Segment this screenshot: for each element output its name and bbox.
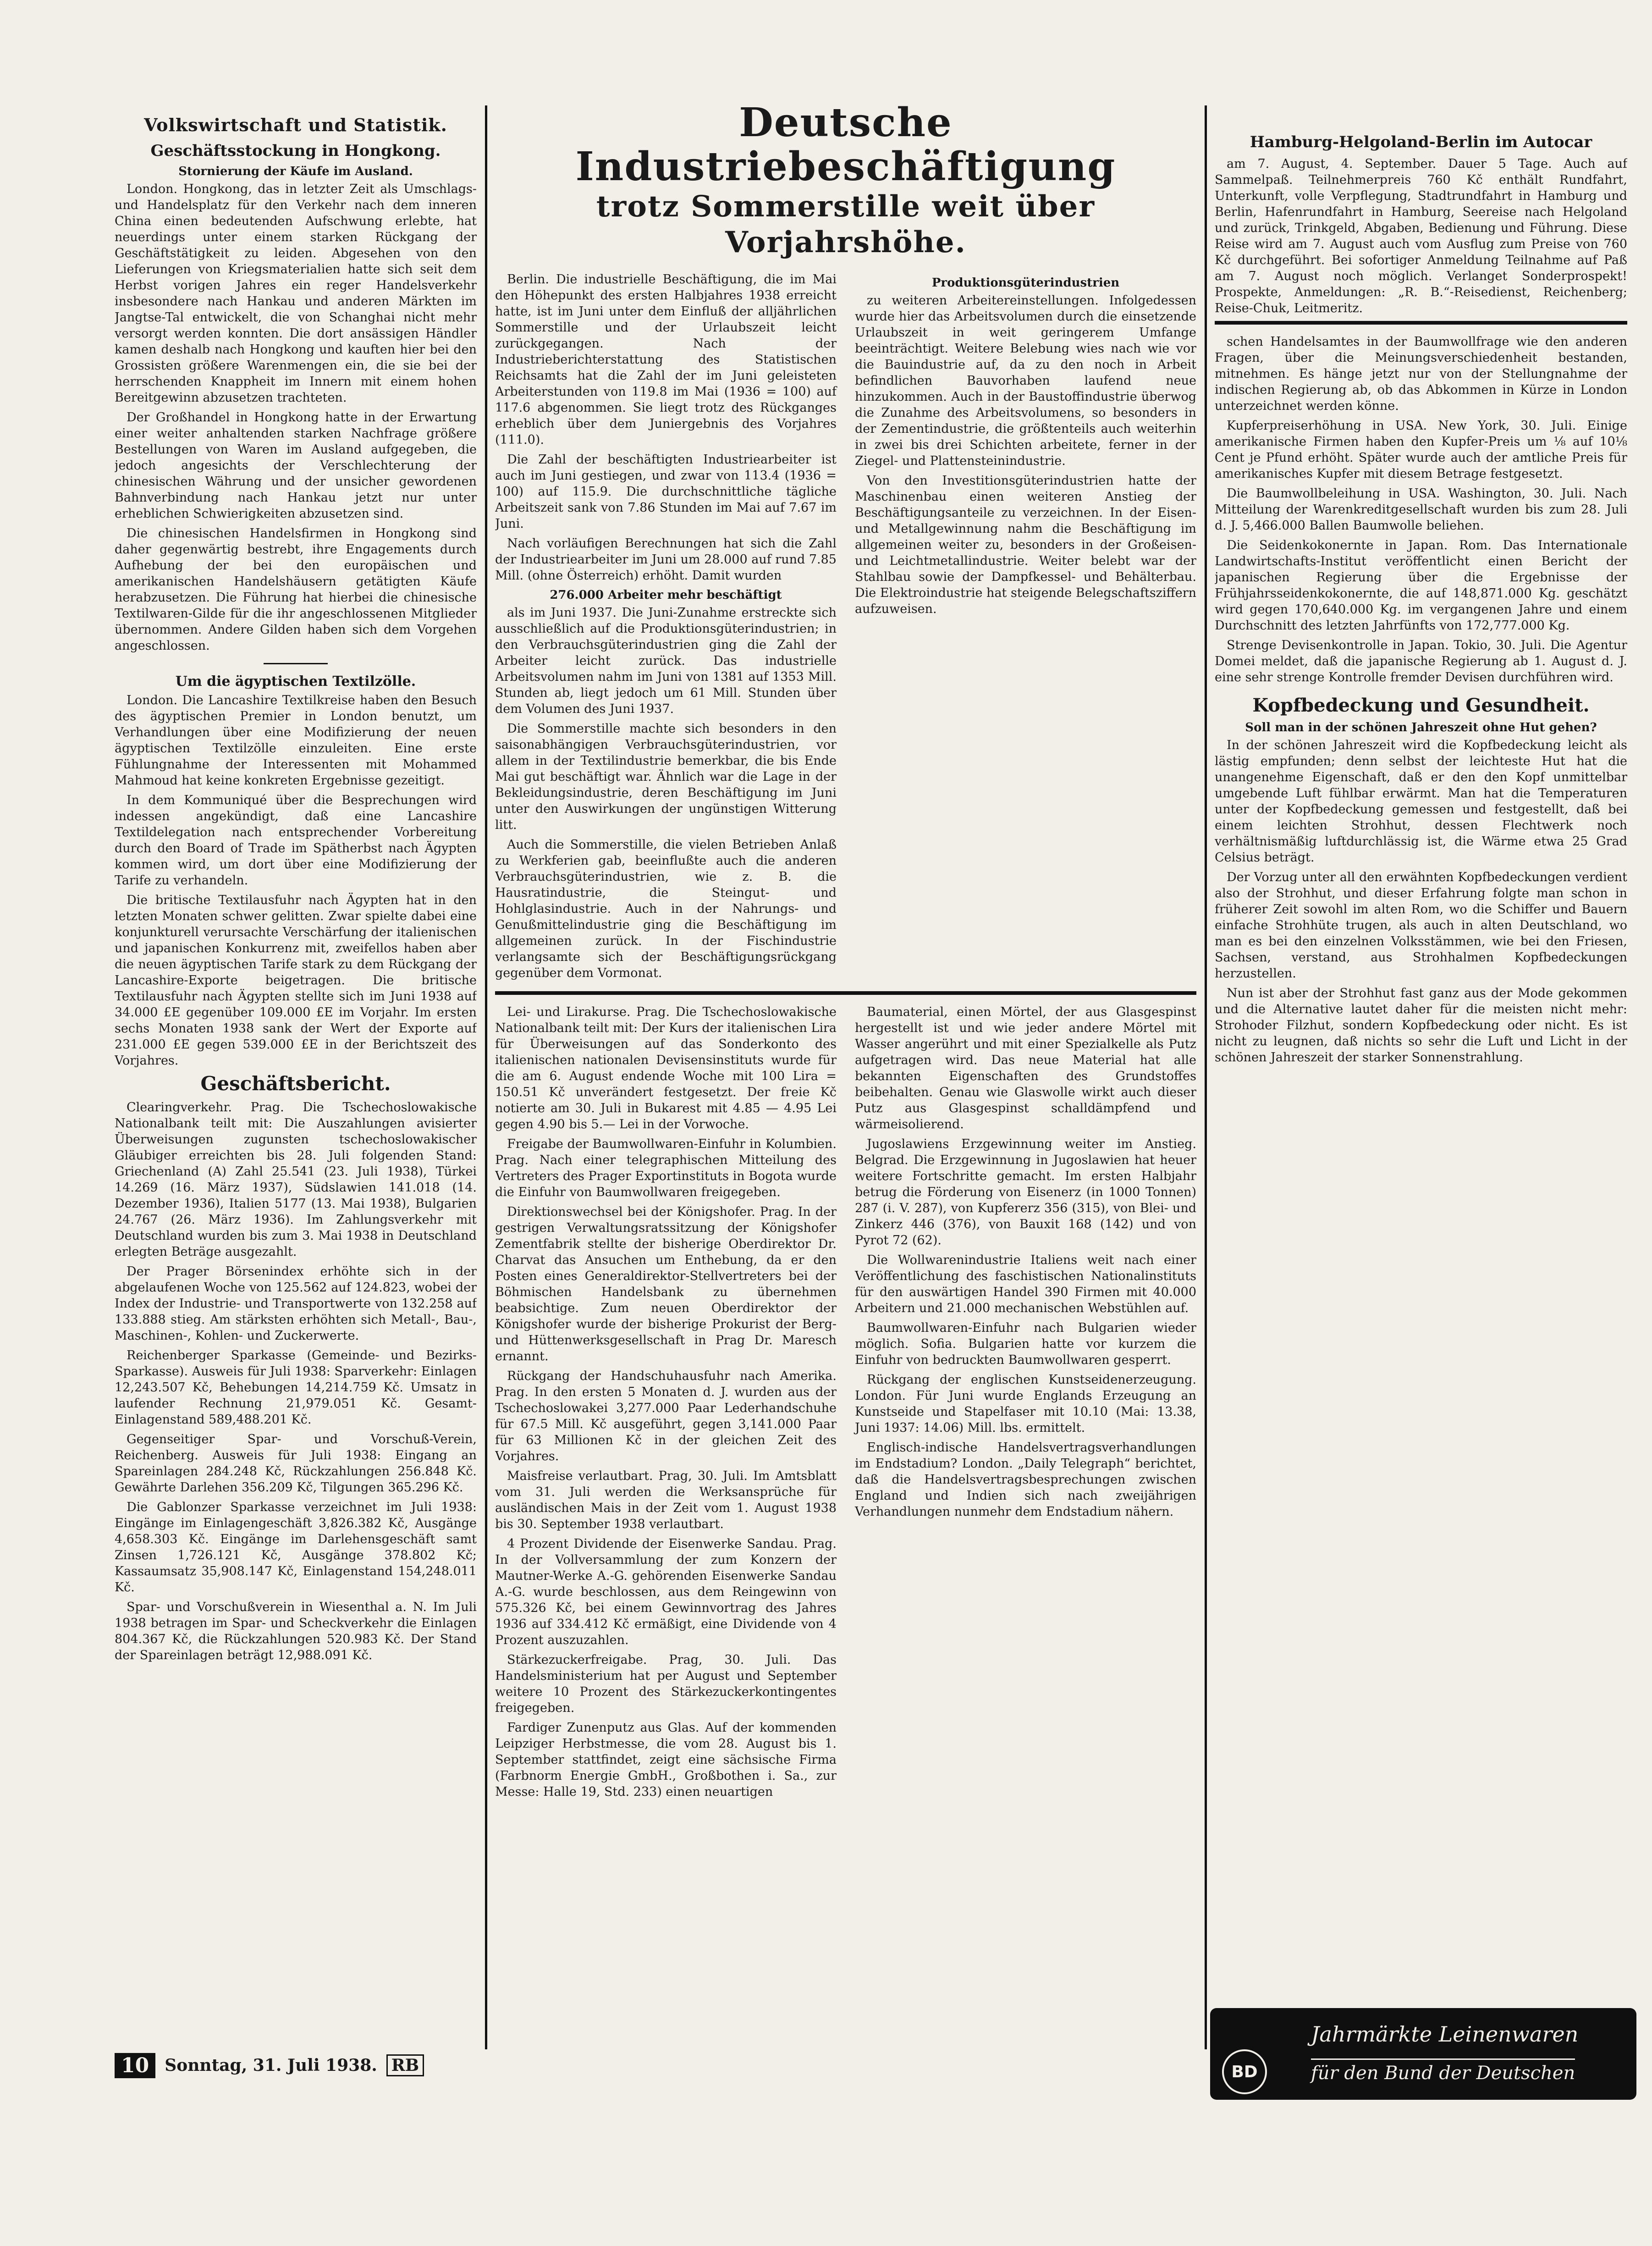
paragraph: Der Prager Börsenindex erhöhte sich in der abgelaufenen Woche von 125.562 auf 124.823, wobei der Index der Industrie- und Transportwerte von 132.258 auf 133.888 stieg. Am stärksten erhöhten sich Metall-, Bau-, Maschinen-, Kohlen- und Zuckerwerte. (115, 1264, 477, 1343)
divider (264, 663, 328, 664)
page-footer (115, 2049, 477, 2081)
travel-ad-title: Hamburg-Helgoland-Berlin im Autocar (1250, 133, 1592, 151)
paragraph: Der Vorzug unter all den erwähnten Kopfbedeckungen verdient also der Strohhut, und dieser Erfahrung folgte man schon in früherer Zeit sowohl im alten Rom, wo die Schiffer und Bauern einfache Strohhüte trugen, als auch in alten Deutschland, wo man es bei den einzelnen Volksstämmen, wie bei den Friesen, Sachsen, verstand, aus Strohhalmen Kopfbedeckungen herzustellen. (1215, 870, 1627, 981)
paragraph: London. Die Lancashire Textilkreise haben den Besuch des ägyptischen Premier in London benutzt, um Verhandlungen über eine Modifizierung der neuen ägyptischen Textilzölle einzuleiten. Eine erste Fühlungnahme der Interessenten mit Mohammed Mahmoud hat keine konkreten Ergebnisse gezeitigt. (115, 693, 477, 788)
ad-tagline: für den Bund der Deutschen (1311, 2058, 1575, 2084)
column-rule (485, 105, 487, 2049)
subheading: 276.000 Arbeiter mehr beschäftigt (550, 588, 782, 602)
section-rule (495, 991, 1196, 995)
news-brief: Jugoslawiens Erzgewinnung weiter im Anstieg. Belgrad. Die Erzgewinnung in Jugoslawien hat heuer weitere Fortschritte gemacht. Im ersten Halbjahr betrug die Förderung von Eisenerz (in 1000 Tonnen) 287 (i. V. 287), von Kupfererz 356 (315), von Blei- und Zinkerz 446 (376), von Bauxit 168 (142) und von Pyrot 72 (62). (855, 1137, 1196, 1247)
ad-headline: Jahrmärkte Leinenwaren (1311, 2022, 1579, 2047)
lead-col-1 (495, 271, 837, 987)
section-title-economy: Volkswirtschaft und Statistik. (144, 115, 447, 135)
news-brief: Rückgang der englischen Kunstseidenerzeugung. London. Für Juni wurde Englands Erzeugung an Kunstseide und Stapelfaser mit 10.10 (Mai: 13.38, Juni 1937: 14.06) Mill. lbs. ermittelt. (855, 1373, 1196, 1435)
headline-line-1: Deutsche Industriebeschäftigung (575, 99, 1116, 190)
paragraph: London. Hongkong, das in letzter Zeit als Umschlags- und Handelsplatz für den Verkehr nach dem inneren China einen bedeutenden Aufschwung erlebte, hat neuerdings unter einem starken Rückgang der Geschäftstätigkeit zu leiden. Abgesehen von den Lieferungen von Kriegsmaterialien hatte sich seit dem Herbst vorigen Jahres ein reger Handelsverkehr insbesondere nach Hankau und anderen Märkten im Jangtse-Tal entwickelt, die von Schanghai nicht mehr versorgt werden konnten. Die dort ansässigen Händler kamen deshalb nach Hongkong und kauften hier bei den Grossisten größere Warenmengen ein, die sie bei der herrschenden Knappheit im Innern mit einem hohen Bereitgewinn abzusetzen trachteten. (115, 182, 477, 405)
news-brief: Lei- und Lirakurse. Prag. Die Tschechoslowakische Nationalbank teilt mit: Der Kurs der italienischen Lira für Überweisungen auf das Sonderkonto des italienischen nationalen Devisensinstituts wurde für die am 6. August endende Woche mit 100 Lira = 150.51 Kč unverändert festgesetzt. Der freie Kč notierte am 30. Juli in Bukarest mit 4.85 — 4.95 Lei gegen 4.90 bis 5.— Lei in der Vorwoche. (495, 1005, 837, 1131)
main-headline (495, 101, 1196, 260)
news-brief: Baumwollwaren-Einfuhr nach Bulgarien wieder möglich. Sofia. Bulgarien hatte vor kurzem die Einfuhr von bedruckten Baumwollwaren gesperrt. (855, 1321, 1196, 1367)
page-frame (115, 87, 1627, 2104)
news-brief: Direktionswechsel bei der Königshofer. Prag. In der gestrigen Verwaltungsratssitzung der Königshofer Zementfabrik stellte der bisherige Oberdirektor Dr. Charvat das Ansuchen um Enthebung, da er den Posten eines Generaldirektor-Stellvertreters bei der Böhmischen Handelsbank zu übernehmen beabsichtige. Zum neuen Oberdirektor der Königshofer wurde der bisherige Prokurist der Berg- und Hüttenwerksgesellschaft in Prag Dr. Maresch ernannt. (495, 1205, 837, 1363)
paragraph: Berlin. Die industrielle Beschäftigung, die im Mai den Höhepunkt des ersten Halbjahres 1938 erreicht hatte, ist im Juni unter dem Einfluß der alljährlichen Sommerstille und der Urlaubszeit leicht zurückgegangen. Nach der Industrieberichterstattung des Statistischen Reichsamts hat die Zahl der im Juni geleisteten Arbeiterstunden von 119.8 im Mai (1936 = 100) auf 117.6 abgenommen. Sie liegt trotz des Rückganges erheblich über dem Juniergebnis des Vorjahres (111.0). (495, 272, 837, 447)
paragraph: Die Zahl der beschäftigten Industriearbeiter ist auch im Juni gestiegen, und zwar von 113.4 (1936 = 100) auf 115.9. Die durchschnittliche tägliche Arbeitszeit sank von 7.86 Stunden im Mai auf 7.67 im Juni. (495, 453, 837, 531)
paragraph: Clearingverkehr. Prag. Die Tschechoslowakische Nationalbank teilt mit: Die Auszahlungen avisierter Überweisungen zugunsten tschechoslowakischer Gläubiger erreichten bis 28. Juli folgenden Stand: Griechenland (A) Zahl 25.541 (23. Juli 1938), Türkei 14.269 (16. März 1937), Südslawien 141.018 (14. Dezember 1936), Italien 5177 (13. Mai 1938), Bulgarien 24.767 (26. März 1936). Im Zahlungsverkehr mit Deutschland wurden bis zum 3. Mai 1938 in Deutschland erlegten Beträge ausgezahlt. (115, 1100, 477, 1259)
paragraph: als im Juni 1937. Die Juni-Zunahme erstreckte sich ausschließlich auf die Produktionsgüterindustrien; in den Verbrauchsgüterindustrien ging die Zahl der Arbeiter leicht zurück. Das industrielle Arbeitsvolumen nahm im Juni von 1381 auf 1353 Mill. Stunden ab, liegt jedoch um 61 Mill. Stunden über dem Volumen des Juni 1937. (495, 606, 837, 716)
article-subtitle-hongkong: Stornierung der Käufe im Ausland. (178, 165, 413, 178)
paragraph: Die Gablonzer Sparkasse verzeichnet im Juli 1938: Eingänge im Einlagengeschäft 3,826.382 Kč, Ausgänge 4,658.303 Kč. Eingänge im Darlehensgeschäft samt Zinsen 1,726.121 Kč, Ausgänge 378.802 Kč; Kassaumsatz 35,908.147 Kč, Einlagenstand 154,248.011 Kč. (115, 1500, 477, 1595)
paragraph: Nach vorläufigen Berechnungen hat sich die Zahl der Industriearbeiter im Juni um 28.000 auf rund 7.85 Mill. (ohne Österreich) erhöht. Damit wurden (495, 536, 837, 583)
article-title-headwear: Kopfbedeckung und Gesundheit. (1252, 695, 1590, 716)
ad-badge-icon: BD (1222, 2049, 1267, 2094)
news-brief: Stärkezuckerfreigabe. Prag, 30. Juli. Das Handelsministerium hat per August und September weitere 10 Prozent des Stärkezuckerkontingentes freigegeben. (495, 1653, 837, 1715)
news-brief: Maisfreise verlautbart. Prag, 30. Juli. Im Amtsblatt vom 31. Juli werden die Werksansprüche für ausländischen Mais in der Zeit vom 1. August 1938 bis 30. September 1938 verlautbart. (495, 1469, 837, 1531)
news-brief: Fardiger Zunenputz aus Glas. Auf der kommenden Leipziger Herbstmesse, die vom 28. August bis 1. September stattfindet, zeigt eine sächsische Firma (Farbnorm Energie GmbH., Großbothen i. Sa., zur Messe: Halle 19, Std. 233) einen neuartigen (495, 1721, 837, 1799)
news-brief: 4 Prozent Dividende der Eisenwerke Sandau. Prag. In der Vollversammlung der zum Konzern der Mautner-Werke A.-G. gehörenden Eisenwerke Sandau A.-G. wurde beschlossen, aus dem Reingewinn von 575.326 Kč, bei einem Gewinnvortrag des Jahres 1936 auf 334.412 Kč ermäßigt, eine Dividende von 4 Prozent auszuzahlen. (495, 1537, 837, 1647)
page-number: 10 (115, 2053, 155, 2078)
publisher-logo: RB (386, 2054, 424, 2076)
subheading: Produktionsgüterindustrien (931, 276, 1120, 290)
article-subtitle-headwear: Soll man in der schönen Jahreszeit ohne Hut gehen? (1245, 721, 1597, 734)
paragraph: Die Sommerstille machte sich besonders in den saisonabhängigen Verbrauchsgüterindustrien, vor allem in der Textilindustrie bemerkbar, die bis Ende Mai gut beschäftigt war. Ähnlich war die Lage in der Bekleidungsindustrie, deren Beschäftigung im Juni unter den Auswirkungen der ungünstigen Witterung litt. (495, 722, 837, 832)
paragraph: zu weiteren Arbeitereinstellungen. Infolgedessen wurde hier das Arbeitsvolumen durch die einsetzende Urlaubszeit in weit geringerem Umfange beeinträchtigt. Weitere Belebung wies nach wie vor die Bauindustrie auf, da zu den noch in Arbeit befindlichen Bauvorhaben laufend neue hinzukommen. Auch in der Baustoffindustrie überwog die Zunahme des Arbeitsvolumens, so besonders in der Zementindustrie, die größtenteils auch weiterhin in zwei bis drei Schichten arbeitete, ferner in der Ziegel- und Plattensteinindustrie. (855, 293, 1196, 468)
paragraph: Der Großhandel in Hongkong hatte in der Erwartung einer weiter anhaltenden starken Nachfrage größere Bestellungen von Waren im Ausland aufgegeben, die jedoch angesichts der Verschlechterung der chinesischen Währung und der unsicher gewordenen Bahnverbindung nach Hankau jetzt nur unter erheblichen Schwierigkeiten abzusetzen sind. (115, 410, 477, 521)
column-rule (1205, 105, 1207, 2049)
news-briefs (495, 1004, 1196, 2178)
briefs-col-1 (495, 1004, 837, 2178)
section-rule (1215, 321, 1627, 325)
paragraph: Die chinesischen Handelsfirmen in Hongkong sind daher gegenwärtig bestrebt, ihre Engagements durch Aufhebung der bei den europäischen und amerikanischen Handelshäusern getätigten Käufe herabzusetzen. Die Führung hat hierbei die chinesische Textilwaren-Gilde für die ihr angeschlossenen Mitglieder übernommen. Andere Gilden haben sich dem Vorgehen angeschlossen. (115, 526, 477, 653)
news-brief: Kupferpreiserhöhung in USA. New York, 30. Juli. Einige amerikanische Firmen haben den Kupfer-Preis um ⅛ auf 10⅛ Cent je Pfund erhöht. Später wurde auch der amtliche Preis für amerikanisches Kupfer mit diesem Betrage festgesetzt. (1215, 419, 1627, 481)
article-title-hongkong: Geschäftsstockung in Hongkong. (150, 142, 441, 160)
briefs-col-2 (855, 1004, 1196, 2178)
paragraph: Nun ist aber der Strohhut fast ganz aus der Mode gekommen und die Alternative lautet daher für die meisten nicht mehr: Strohoder Filzhut, sondern Kopfbedeckung oder nicht. Es ist nicht zu leugnen, daß nichts so sehr die Luft und Licht in der schönen Jahreszeit der starker Sonnenstrahlung. (1215, 986, 1627, 1065)
paragraph: In der schönen Jahreszeit wird die Kopfbedeckung leicht als lästig empfunden; denn selbst der leichteste Hut hat die unangenehme Eigenschaft, daß er den den Kopf unmittelbar umgebende Luft fühlbar erwärmt. Man hat die Temperaturen unter der Kopfbedeckung gemessen und festgestellt, daß bei einem leichten Strohhut, dessen Flechtwerk noch verhältnismäßig luftdurchlässig ist, die Wärme etwa 25 Grad Celsius beträgt. (1215, 738, 1627, 865)
news-brief: Die Baumwollbeleihung in USA. Washington, 30. Juli. Nach Mitteilung der Warenkreditgesellschaft wurden bis zum 28. Juli d. J. 5,466.000 Ballen Baumwolle beliehen. (1215, 486, 1627, 533)
advertisement (1210, 2008, 1636, 2100)
right-column (1215, 87, 1627, 1990)
paragraph: Spar- und Vorschußverein in Wiesenthal a. N. Im Juli 1938 betragen im Spar- und Scheckverkehr die Einlagen 804.367 Kč, die Rückzahlungen 520.983 Kč. Der Stand der Spareinlagen beträgt 12,988.091 Kč. (115, 1600, 477, 1662)
paragraph: am 7. August, 4. September. Dauer 5 Tage. Auch auf Sammelpaß. Teilnehmerpreis 760 Kč enthält Rundfahrt, Unterkunft, volle Verpflegung, Stadtrundfahrt in Hamburg und Berlin, Hafenrundfahrt in Hamburg, Seereise nach Helgoland und zurück, Trinkgeld, Abgaben, Bedienung und Führung. Diese Reise wird am 7. August auch vom Ausflug zum Preise von 760 Kč durchgeführt. Bei sofortiger Anmeldung Teilnahme auf Paß am 7. August noch möglich. Verlanget Sonderprospekt! Prospekte, Anmeldungen: „R. B.“-Reisedienst, Reichenberg; Reise-Chuk, Leitmeritz. (1215, 157, 1627, 315)
section-title-business-report: Geschäftsbericht. (200, 1072, 391, 1095)
left-column (115, 87, 477, 1667)
paragraph: In dem Kommuniqué über die Besprechungen wird indessen angekündigt, daß eine Lancashire Textildelegation nach entsprechender Vorbereitung durch den Board of Trade im Spätherbst nach Ägypten kommen wird, um dort über eine Modifizierung der Tarife zu verhandeln. (115, 793, 477, 888)
news-brief: Die Seidenkokonernte in Japan. Rom. Das Internationale Landwirtschafts-Institut veröffentlicht einen Bericht der japanischen Regierung über die Ergebnisse der Frühjahrsseidenkokonernte, die auf 148,871.000 Kg. geschätzt wird gegen 170,640.000 Kg. im vergangenen Jahre und einem Durchschnitt des letzten Jahrfünfts von 172,777.000 Kg. (1215, 538, 1627, 633)
lead-article (495, 271, 1196, 987)
paragraph: Von den Investitionsgüterindustrien hatte der Maschinenbau einen weiteren Anstieg der Beschäftigungsanteile zu verzeichnen. In der Eisen- und Metallgewinnung nahm die Beschäftigung im allgemeinen weiter zu, besonders in der Großeisen- und Leichtmetallindustrie. Weiter belebt war der Stahlbau sowie der Dampfkessel- und Behälterbau. Die Elektroindustrie hat steigende Belegschaftsziffern aufzuweisen. (855, 474, 1196, 616)
news-brief: Rückgang der Handschuhausfuhr nach Amerika. Prag. In den ersten 5 Monaten d. J. wurden aus der Tschechoslowakei 3,277.000 Paar Lederhandschuhe für 67.5 Mill. Kč ausgeführt, gegen 3,141.000 Paar für 63 Millionen Kč in der gleichen Zeit des Vorjahres. (495, 1369, 837, 1463)
news-brief: Strenge Devisenkontrolle in Japan. Tokio, 30. Juli. Die Agentur Domei meldet, daß die japanische Regierung ab 1. August d. J. eine sehr strenge Kontrolle fremder Devisen durchführen wird. (1215, 638, 1627, 684)
paragraph: schen Handelsamtes in der Baumwollfrage wie den anderen Fragen, über die Meinungsverschiedenheit bestanden, mitnehmen. Es hänge jetzt nur von der Stellungnahme der indischen Regierung ab, ob das Abkommen in Kürze in London unterzeichnet werden könne. (1215, 335, 1627, 413)
news-brief: Englisch-indische Handelsvertragsverhandlungen im Endstadium? London. „Daily Telegraph“ berichtet, daß die Handelsvertragsbesprechungen zwischen England und Indien sich nach zweijährigen Verhandlungen nunmehr dem Endstadium nähern. (855, 1440, 1196, 1519)
middle-column (495, 87, 1196, 2178)
lead-col-2 (855, 271, 1196, 987)
headline-line-2: trotz Sommerstille weit über Vorjahrshöhe. (596, 189, 1096, 259)
article-title-egypt: Um die ägyptischen Textilzölle. (175, 673, 416, 690)
paragraph: Auch die Sommerstille, die vielen Betrieben Anlaß zu Werkferien gab, beeinflußte auch die anderen Verbrauchsgüterindustrien, wie z. B. die Hausratindustrie, die Steingut- und Hohlglasindustrie. Auch in der Nahrungs- und Genußmittelindustrie ging die Beschäftigung im allgemeinen zurück. In der Fischindustrie verlangsamte sich der Beschäftigungsrückgang gegenüber dem Vormonat. (495, 838, 837, 980)
news-brief: Baumaterial, einen Mörtel, der aus Glasgespinst hergestellt ist und wie jeder andere Mörtel mit Wasser angerührt und mit einer Spezialkelle als Putz aufgetragen wird. Das neue Material hat alle bekannten Eigenschaften des Grundstoffes beibehalten. Genau wie Glaswolle wirkt auch dieser Putz aus Glasgespinst schalldämpfend und wärmeisolierend. (855, 1005, 1196, 1131)
paragraph: Die britische Textilausfuhr nach Ägypten hat in den letzten Monaten schwer gelitten. Zwar spielte dabei eine konjunkturell verursachte Verschärfung der italienischen und japanischen Konkurrenz mit, zweifellos haben aber die neuen ägyptischen Tarife stark zu dem Rückgang der Lancashire-Exporte beigetragen. Die britische Textilausfuhr nach Ägypten stellte sich im Juni 1938 auf 34.000 £E gegenüber 109.000 £E im Vorjahr. Im ersten sechs Monaten 1938 sank der Wert der Exporte auf 231.000 £E gegen 539.000 £E in der Berichtszeit des Vorjahres. (115, 893, 477, 1068)
paragraph: Gegenseitiger Spar- und Vorschuß-Verein, Reichenberg. Ausweis für Juli 1938: Eingang an Spareinlagen 284.248 Kč, Rückzahlungen 256.848 Kč. Gewährte Darlehen 356.209 Kč, Tilgungen 365.296 Kč. (115, 1432, 477, 1495)
paragraph: Reichenberger Sparkasse (Gemeinde- und Bezirks-Sparkasse). Ausweis für Juli 1938: Sparverkehr: Einlagen 12,243.507 Kč, Behebungen 14,214.759 Kč. Umsatz in laufender Rechnung 21,979.051 Kč. Gesamt-Einlagenstand 589,488.201 Kč. (115, 1348, 477, 1427)
news-brief: Die Wollwarenindustrie Italiens weit nach einer Veröffentlichung des faschistischen Nationalinstituts für den auswärtigen Handel 390 Firmen mit 40.000 Arbeitern und 21.000 mechanischen Webstühlen auf. (855, 1253, 1196, 1315)
issue-date: Sonntag, 31. Juli 1938. (165, 2056, 377, 2075)
news-brief: Freigabe der Baumwollwaren-Einfuhr in Kolumbien. Prag. Nach einer telegraphischen Mitteilung des Vertreters des Prager Exportinstituts in Bogota wurde die Einfuhr von Baumwollwaren freigegeben. (495, 1137, 837, 1199)
